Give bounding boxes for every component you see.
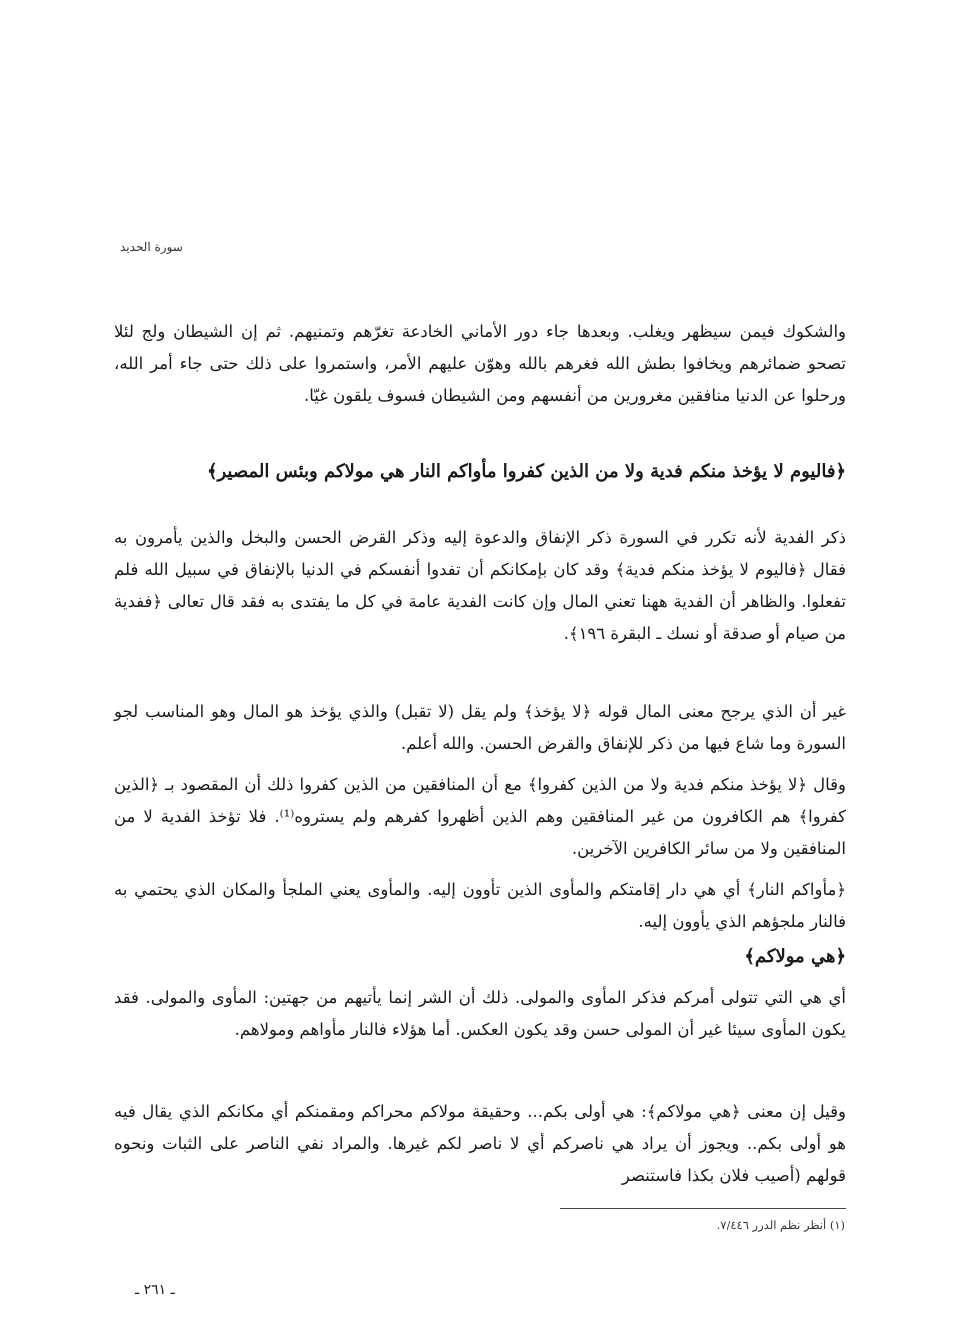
paragraph: أي هي التي تتولى أمركم فذكر المأوى والمولى. ذلك أن الشر إنما يأتيهم من جهتين: المأوى والمولى. فقد يكون المأوى سيئا غير أن المولى حسن وقد يكون العكس. أما هؤلاء فالنار مأواهم ومولاهم. xyxy=(114,988,846,1039)
running-header: سورة الحديد xyxy=(120,240,183,254)
paragraph: غير أن الذي يرجح معنى المال قوله ﴿لا يؤخذ﴾ ولم يقل (لا تقبل) والذي يؤخذ هو المال وهو المناسب لجو السورة وما شاع فيها من ذكر للإنفاق والقرض الحسن. والله أعلم. xyxy=(114,702,846,753)
quran-verse-heading: ﴿فاليوم لا يؤخذ منكم فدية ولا من الذين كفروا مأواكم النار هي مولاكم وبئس المصير﴾ xyxy=(206,461,846,482)
paragraph: والشكوك فيمن سيظهر ويغلب. وبعدها جاء دور الأماني الخادعة تغرّهم وتمنيهم. ثم إن الشيطان ولج لئلا تصحو ضمائرهم ويخافوا بطش الله فغرهم بالله وهوّن عليهم الأمر، واستمروا على ذلك حتى جاء أمر الله، ورحلوا عن الدنيا منافقين مغرورين من أنفسهم ومن الشيطان فسوف يلقون غيّا. xyxy=(114,322,846,405)
footnote: (١) أنظر نظم الدرر ٧/٤٤٦. xyxy=(716,1218,845,1232)
paragraph: ﴿مأواكم النار﴾ أي هي دار إقامتكم والمأوى الذين تأوون إليه. والمأوى يعني الملجأ والمكان الذي يحتمي به فالنار ملجؤهم الذي يأوون إليه. xyxy=(114,880,846,931)
footnote-divider xyxy=(560,1208,846,1209)
paragraph: ذكر الفدية لأنه تكرر في السورة ذكر الإنفاق والدعوة إليه وذكر القرض الحسن والبخل والذين يأمرون به فقال ﴿فاليوم لا يؤخذ منكم فدية﴾ وقد كان بإمكانكم أن تفدوا أنفسكم في الدنيا بالإنفاق في سبيل الله فلم تفعلوا. والظاهر أن الفدية ههنا تعني المال وإن كانت الفدية عامة في كل ما يفتدى به فقد قال تعالى ﴿ففدية من صيام أو صدقة أو نسك ـ البقرة ١٩٦﴾. xyxy=(114,528,846,643)
quran-verse-heading: ﴿هي مولاكم﴾ xyxy=(744,946,846,967)
paragraph: وقال ﴿لا يؤخذ منكم فدية ولا من الذين كفروا﴾ مع أن المنافقين من الذين كفروا ذلك أن المقصود بـ ﴿الذين كفروا﴾ هم الكافرون من غير المنافقين وهم الذين أظهروا كفرهم ولم يستروه⁽¹⁾. فلا تؤخذ الفدية لا من المنافقين ولا من سائر الكافرين الآخرين. xyxy=(114,775,846,858)
page-number: ـ ٢٦١ ـ xyxy=(135,1282,175,1298)
paragraph: وقيل إن معنى ﴿هي مولاكم﴾: هي أولى بكم... وحقيقة مولاكم محراكم ومقمنكم أي مكانكم الذي يقال فيه هو أولى بكم.. ويجوز أن يراد هي ناصركم أي لا ناصر لكم غيرها. والمراد نفي الناصر على الثبات ونحوه قولهم (أصيب فلان بكذا فاستنصر xyxy=(114,1102,846,1185)
